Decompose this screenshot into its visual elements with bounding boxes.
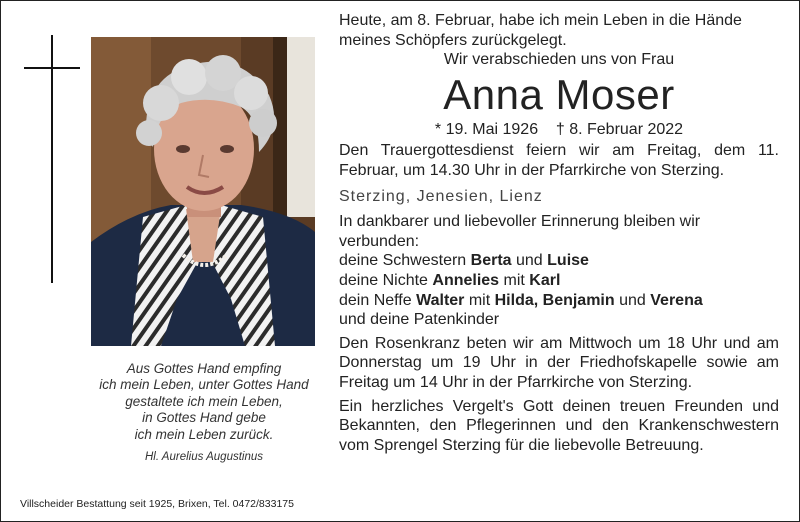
niece-name: Annelies xyxy=(432,271,500,289)
quote-line: Aus Gottes Hand empfing xyxy=(126,361,282,376)
cross-icon xyxy=(24,35,80,283)
sister-name: Luise xyxy=(547,252,589,270)
portrait-illustration xyxy=(91,37,315,346)
nephew-child-name: Verena xyxy=(650,291,703,309)
nephew-line: dein Neffe Walter mit Hilda, Benjamin und Verena xyxy=(339,291,703,309)
quote-line: ich mein Leben zurück. xyxy=(134,426,274,442)
niece-partner-name: Karl xyxy=(529,271,561,289)
portrait-photo xyxy=(91,37,315,346)
quote-line: ich mein Leben, unter Gottes Hand xyxy=(99,377,309,393)
farewell-text: Wir verabschieden uns von Frau xyxy=(443,51,675,69)
quote-block xyxy=(97,361,311,465)
sister-name: Berta xyxy=(470,252,512,270)
intro-text: Heute, am 8. Februar, habe ich mein Leben in die Hände meines Schöpfers zurückgelegt. xyxy=(339,12,742,49)
remembrance-text: In dankbarer und liebevoller Erinnerung bleiben wir verbunden: xyxy=(339,213,701,250)
service-text: Den Trauergottesdienst feiern wir am Freitag, dem 11. Februar, um 14.30 Uhr in der Pfarrkirche von Sterzing. xyxy=(339,142,779,179)
thanks-text: Ein herzliches Vergelt's Gott deinen treuen Freunden und Bekannten, den Pflegerinnen und den Krankenschwestern vom Sprengel Sterzing für die liebevolle Betreuung. xyxy=(339,397,779,454)
footer-undertaker: Villscheider Bestattung seit 1925, Brixen, Tel. 0472/833175 xyxy=(20,498,294,510)
birth-date: * 19. Mai 1926 xyxy=(434,120,539,138)
death-date: † 8. Februar 2022 xyxy=(555,120,684,138)
niece-line: deine Nichte Annelies mit Karl xyxy=(339,271,561,289)
notice-text xyxy=(339,11,779,455)
rosary-text: Den Rosenkranz beten wir am Mittwoch um 18 Uhr und am Donnerstag um 19 Uhr in der Friedhofskapelle sowie am Freitag um 14 Uhr in der Pfarrkirche von Sterzing. xyxy=(339,334,779,391)
places-text: Sterzing, Jenesien, Lienz xyxy=(339,187,543,205)
nephew-family-names: Hilda, Benjamin xyxy=(494,291,615,309)
quote-author: Hl. Aurelius Augustinus xyxy=(144,451,264,464)
sisters-line: deine Schwestern Berta und Luise xyxy=(339,252,589,270)
nephew-name: Walter xyxy=(416,291,465,309)
godchildren-line: und deine Patenkinder xyxy=(339,311,500,329)
quote-line: in Gottes Hand gebe xyxy=(142,410,266,426)
deceased-name: Anna Moser xyxy=(443,70,675,118)
life-dates xyxy=(339,120,779,140)
quote-line: gestaltete ich mein Leben, xyxy=(125,393,283,409)
